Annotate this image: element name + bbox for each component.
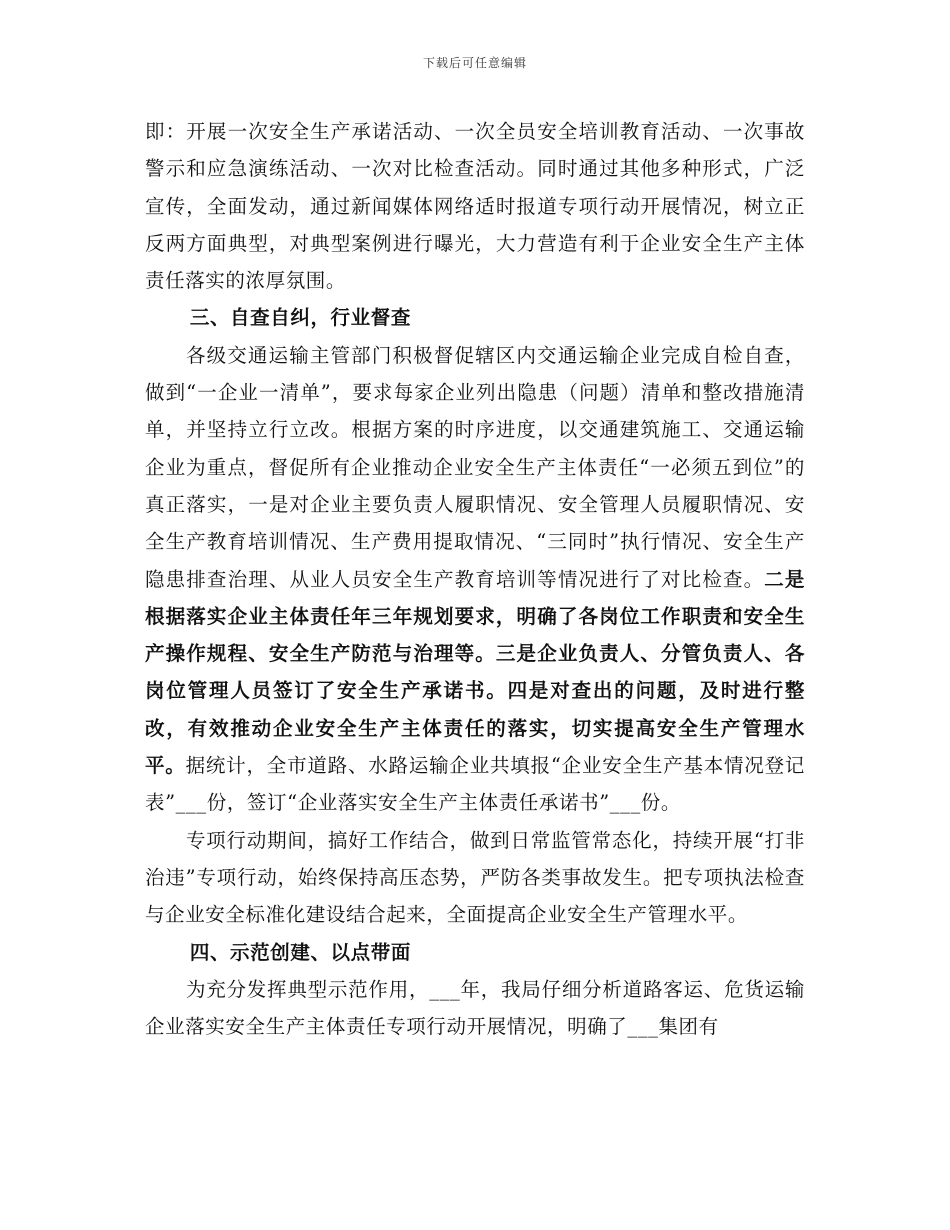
paragraph-text: 各级交通运输主管部门积极督促辖区内交通运输企业完成自检自查，做到“一企业一清单”，要求每家企业列出隐患（问题）清单和整改措施清单，并坚持立行立改。根据方案的时序进度，以交通建筑施工、交通运输企业为重点，督促所有企业推动企业安全生产主体责任“一必须五到位”的真正落实，一是对企业主要负责人履职情况、安全管理人员履职情况、安全生产教育培训情况、生产费用提取情况、“三同时”执行情况、安全生产隐患排查治理、从业人员安全生产教育培训等情况进行了对比检查。 [145,343,805,591]
paragraph-self-inspection [145,337,805,822]
document-body [145,113,805,1045]
paragraph-text: 据统计，全市道路、水路运输企业共填报“企业安全生产基本情况登记表”___份，签订“企业落实安全生产主体责任承诺书”___份。 [145,754,805,815]
section-heading-4: 四、示范创建、以点带面 [189,940,411,964]
paragraph-bold-text: 二是根据落实企业主体责任年三年规划要求，明确了各岗位工作职责和安全生产操作规程、安全生产防范与治理等。三是企业负责人、分管负责人、各岗位管理人员签订了安全生产承诺书。四是对查出的问题，及时进行整改，有效推动企业安全生产主体责任的落实，切实提高安全生产管理水平。 [145,567,805,778]
page-header: 下载后可任意编辑 [422,56,527,70]
paragraph-demonstration: 为充分发挥典型示范作用，___年，我局仔细分析道路客运、危货运输企业落实安全生产主体责任专项行动开展情况，明确了___集团有 [145,977,805,1039]
section-heading-3: 三、自查自纠，行业督查 [189,306,411,330]
paragraph-activities: 即：开展一次安全生产承诺活动、一次全员安全培训教育活动、一次事故警示和应急演练活动、一次对比检查活动。同时通过其他多种形式，广泛宣传，全面发动，通过新闻媒体网络适时报道专项行动开展情况，树立正反两方面典型，对典型案例进行曝光，大力营造有利于企业安全生产主体责任落实的浓厚氛围。 [145,120,805,293]
paragraph-special-action: 专项行动期间，搞好工作结合，做到日常监管常态化，持续开展“打非治违”专项行动，始终保持高压态势，严防各类事故发生。把专项执法检查与企业安全标准化建设结合起来，全面提高企业安全生产管理水平。 [145,828,805,927]
